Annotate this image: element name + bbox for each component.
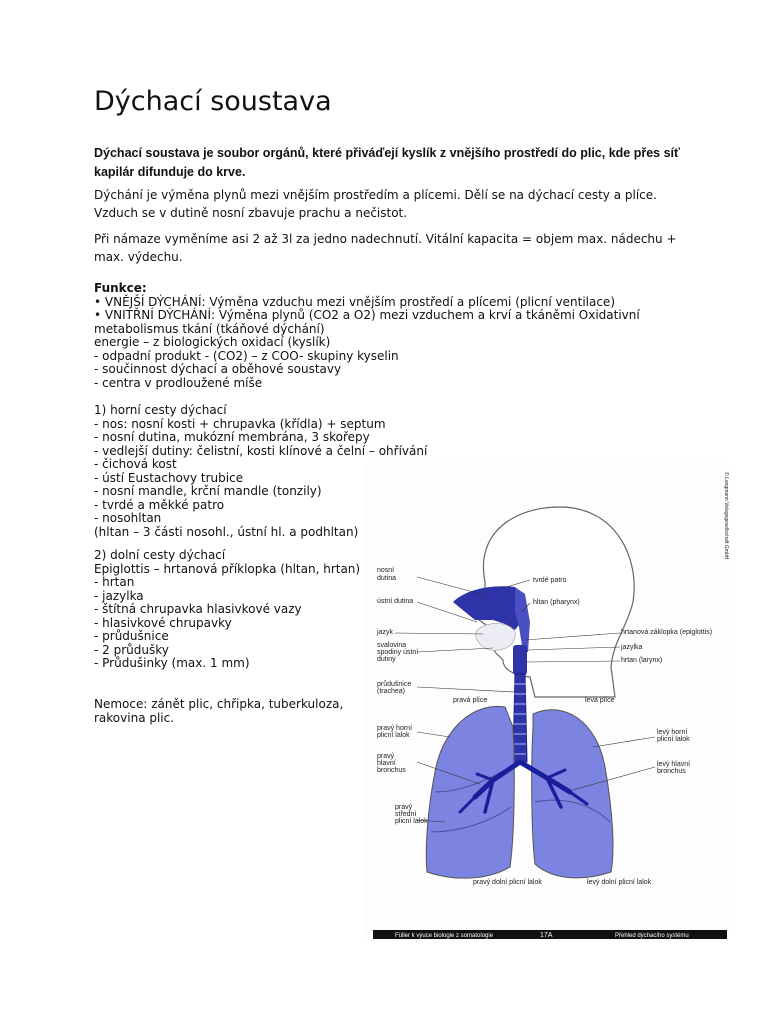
label-prudusnice: (trachea) (377, 688, 406, 695)
label-levy-hlavni: levý hlavní (657, 761, 691, 768)
list-item: - průdušnice (94, 629, 169, 643)
list-item: - 2 průdušky (94, 642, 169, 657)
label-pravy-horni: pravý horní (377, 725, 413, 732)
list-item: - čichová kost (94, 457, 177, 471)
copyright-note: © Langmann Velagsgesellschaft GmbH (723, 472, 729, 560)
label-pravy-hlavni: pravý (377, 753, 395, 760)
label-prudusnice: průdušnice (377, 681, 412, 688)
label-pravy-hlavni: hlavní (377, 760, 396, 767)
label-levy-hlavni: bronchus (657, 768, 686, 775)
list-item: - součinnost dýchací a oběhové soustavy (94, 362, 342, 376)
footer-right: Přehled dýchacího systému (615, 933, 689, 939)
label-jazylka: jazylka (621, 644, 643, 651)
list-item: • VNITŘNÍ DÝCHÁNÍ: Výměna plynů (CO2 a O2) mezi vzduchem a krví a tkáněmi Oxidativní (94, 308, 640, 322)
label-ustni-dutina: ústní dutina (377, 598, 414, 605)
trachea (513, 674, 527, 762)
larynx (513, 645, 527, 675)
diseases-paragraph: Nemoce: zánět plic, chřipka, tuberkuloza, rakovina plic. (94, 697, 344, 725)
funkce-heading: Funkce: (94, 281, 147, 295)
list-item: - nosohltan (94, 511, 162, 525)
list-item: energie – z biologických oxidací (kyslík) (94, 335, 331, 349)
label-svalovina: svalovina (377, 642, 407, 649)
list-item: - odpadní produkt - (CO2) – z COO- skupiny kyselin (94, 348, 399, 363)
label-pravy-dolni: pravý dolní plicní lalok (473, 879, 542, 886)
list-item: - štítná chrupavka hlasivkové vazy (94, 602, 302, 616)
paragraph-capacity: Při námaze vyměníme asi 2 až 3l za jedno nadechnutí. Vitální kapacita = objem max. nádechu + max. výdechu. (94, 232, 677, 264)
footer-left: Füller k výuce biologie z somatologie (395, 933, 494, 939)
intro-paragraph: Dýchací soustava je soubor orgánů, které přiváďejí kyslík z vnějšího prostředí do plic, kde přes síť kapilár difunduje do krve. (94, 146, 681, 179)
footer-page: 17A (540, 932, 553, 939)
label-svalovina: dutiny (377, 656, 396, 663)
list-item: - ústí Eustachovy trubice (94, 470, 244, 485)
label-pravy-horni: plicní lalok (377, 732, 410, 739)
anatomy-illustration (365, 462, 729, 942)
label-pravy-stredni: střední (395, 811, 417, 818)
list-item: - jazylka (94, 588, 144, 603)
list-item: - centra v prodloužené míše (94, 375, 263, 390)
list-item: - hlasivkové chrupavky (94, 615, 232, 630)
upper-airways-heading: 1) horní cesty dýchací (94, 403, 227, 417)
label-pravy-stredni: pravý (395, 804, 413, 811)
label-levy-dolni: levý dolní plicní lalok (587, 879, 652, 886)
page-title: Dýchací soustava (94, 86, 332, 117)
paragraph-breathing: Dýchání je výměna plynů mezi vnějším prostředím a plícemi. Dělí se na dýchací cesty a plíce. Vzduch se v dutině nosní zbavuje prachu a nečistot. (94, 188, 657, 220)
list-item: - Průdušinky (max. 1 mm) (94, 656, 250, 670)
label-nosni-dutina: dutina (377, 575, 397, 582)
lower-airways-heading: 2) dolní cesty dýchací (94, 548, 226, 562)
label-pravy-hlavni: bronchus (377, 767, 406, 774)
list-item: - nos: nosní kosti + chrupavka (křídla) + septum (94, 416, 386, 431)
label-pravy-stredni: plicní lalok (395, 818, 428, 825)
label-nosni-dutina: nosní (377, 567, 395, 574)
tongue (476, 623, 515, 650)
label-hltan: hltan (pharynx) (533, 599, 580, 606)
label-jazyk: jazyk (377, 629, 393, 636)
list-item: - tvrdé a měkké patro (94, 497, 225, 512)
respiratory-system-figure (365, 462, 729, 942)
list-item: - hrtan (94, 575, 135, 589)
list-item: - nosní dutina, mukózní membrána, 3 skořepy (94, 430, 370, 444)
label-hrtan: hrtan (larynx) (621, 657, 663, 664)
label-levy-horni: levý horní (657, 729, 688, 736)
list-item: • VNĚJŠÍ DÝCHÁNÍ: Výměna vzduchu mezi vnějším prostředí a plícemi (plicní ventilace) (94, 294, 615, 309)
list-item: - nosní mandle, krční mandle (tonzily) (94, 484, 322, 498)
list-item: metabolismus tkání (tkáňové dýchání) (94, 321, 325, 336)
label-leva-plice: levá plíce (585, 697, 615, 704)
label-prava-plice: pravá plíce (453, 697, 488, 704)
list-item: Epiglottis – hrtanová příklopka (hltan, hrtan) (94, 561, 361, 576)
label-svalovina: spodiny ústní (377, 649, 419, 656)
list-item: - vedlejší dutiny: čelistní, kosti klínové a čelní – ohřívání (94, 443, 428, 458)
list-item: (hltan – 3 části nosohl., ústní hl. a podhltan) (94, 524, 359, 539)
label-tvrde-patro: tvrdé patro (533, 577, 567, 584)
label-levy-horni: plicní lalok (657, 736, 690, 743)
funkce-section (94, 282, 694, 390)
label-hrtanova-zaklopka: hrtanová záklopka (epiglottis) (621, 629, 713, 636)
